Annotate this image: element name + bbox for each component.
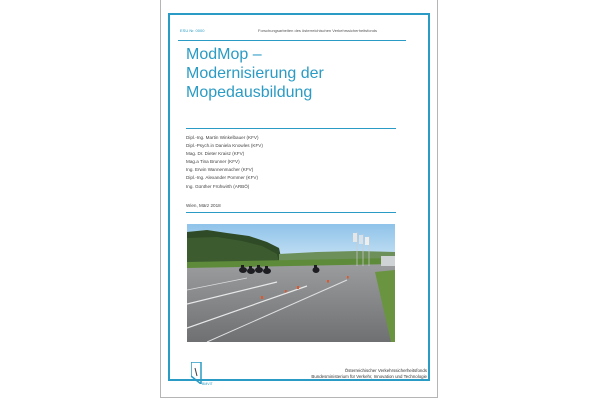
author-item: Mag.a Tina Brunner (KFV)	[186, 159, 240, 165]
place-date: Wien, März 2018	[186, 203, 221, 208]
cover-photo-moped-training-track	[187, 224, 395, 342]
title-line-1: ModMop –	[186, 46, 262, 63]
author-item: Mag. Dr. Dieter Kraisz (KFV)	[186, 151, 245, 157]
publisher-info	[311, 368, 427, 380]
title-line-2: Modernisierung der	[186, 65, 324, 82]
series-number: ESU Nr. 0000	[180, 28, 205, 33]
header-divider	[178, 40, 406, 41]
author-item: Ing. Erwin Wannenmacher (KFV)	[186, 167, 254, 173]
authors-divider-top	[186, 128, 396, 129]
series-name: Forschungsarbeiten des österreichischen Verkehrssicherheitsfonds	[258, 28, 377, 33]
authors-divider-bottom	[186, 212, 396, 213]
document-cover-page	[160, 0, 438, 398]
document-title	[186, 45, 396, 102]
logo-text: BMVIT	[202, 382, 213, 386]
author-item: Dipl.-Psych.in Daniela Knowles (KFV)	[186, 143, 263, 149]
author-item: Dipl.-Ing. Alexander Pommer (KFV)	[186, 175, 258, 181]
publisher-line-1: Österreichischer Verkehrssicherheitsfonds	[344, 368, 427, 373]
author-item: Ing. Günther Frühwirth (ARBÖ)	[186, 183, 250, 189]
author-list	[186, 134, 263, 191]
title-line-3: Mopedausbildung	[186, 84, 313, 101]
publisher-line-2: Bundesministerium für Verkehr, Innovation und Technologie	[311, 374, 427, 379]
author-item: Dipl.-Ing. Martin Winkelbauer (KFV)	[186, 135, 259, 140]
